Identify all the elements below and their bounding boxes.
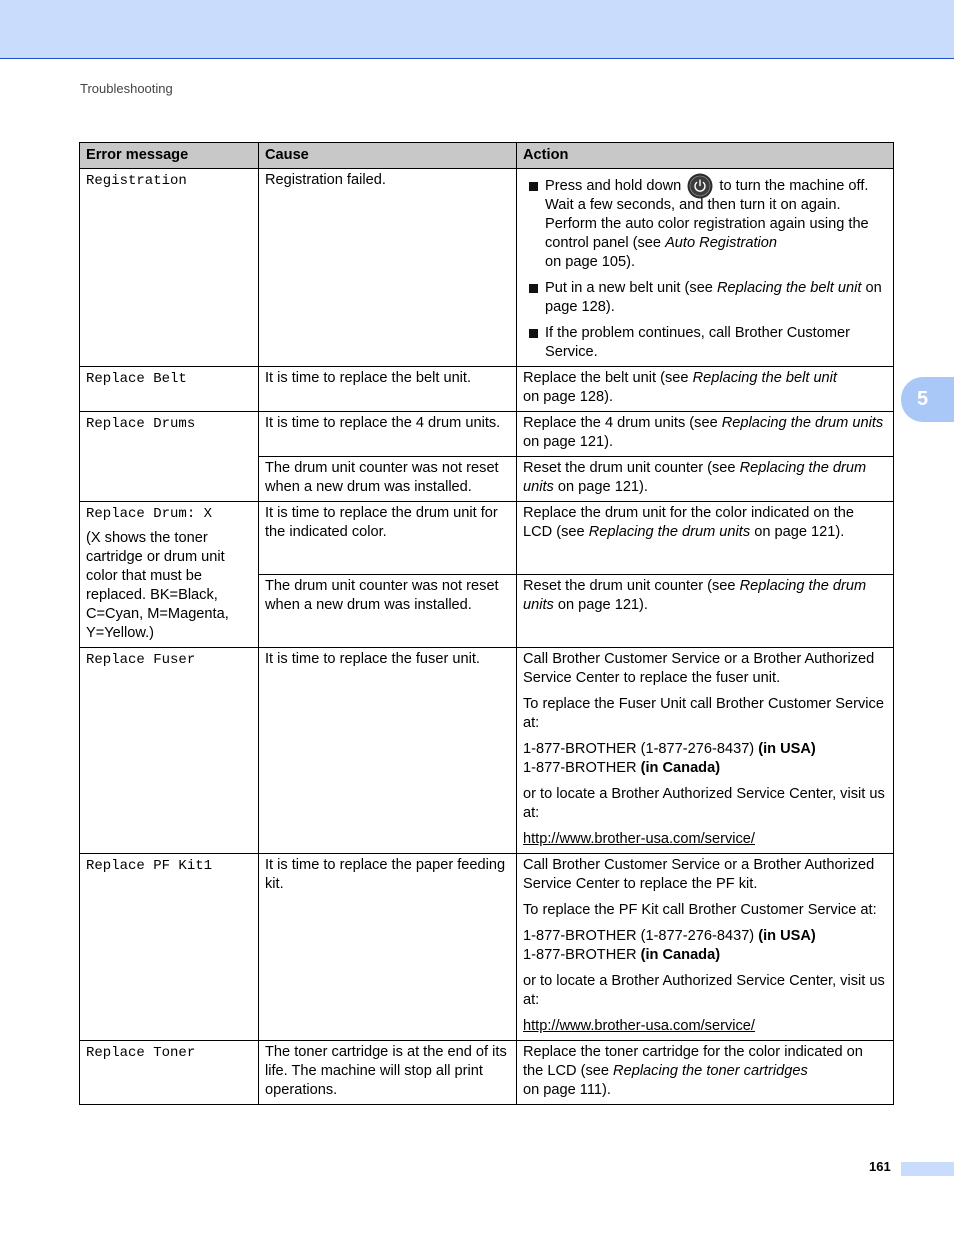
action-replace-pf-kit1 bbox=[517, 854, 894, 1041]
action-text: Replace the 4 drum units (see bbox=[523, 415, 718, 431]
table-row bbox=[80, 367, 894, 412]
phone-canada-label: (in Canada) bbox=[640, 947, 721, 963]
service-url-link[interactable]: http://www.brother-usa.com/service/ bbox=[523, 831, 755, 847]
action-paragraph: To replace the Fuser Unit call Brother Customer Service at: bbox=[523, 696, 884, 731]
section-title: Troubleshooting bbox=[80, 81, 173, 96]
action-replace-drum-x-1 bbox=[517, 502, 894, 575]
bullet-text: Press and hold down bbox=[545, 178, 682, 194]
list-item bbox=[523, 177, 887, 272]
action-replace-drums-1 bbox=[517, 412, 894, 457]
table-row bbox=[80, 648, 894, 854]
cross-reference-link[interactable]: Auto Registration bbox=[665, 235, 778, 251]
error-message-replace-drum-x bbox=[80, 502, 259, 648]
bullet-square-icon bbox=[529, 182, 538, 191]
cause-replace-pf-kit1: It is time to replace the paper feeding kit. bbox=[259, 854, 517, 1041]
table-row bbox=[80, 502, 894, 575]
action-text: on page 121). bbox=[557, 479, 648, 495]
error-table bbox=[79, 142, 894, 1105]
phone-canada-label: (in Canada) bbox=[640, 760, 721, 776]
action-text: Replace the drum unit for the color indicated on the LCD (see bbox=[523, 505, 854, 540]
error-note: (X shows the toner cartridge or drum unit color that must be replaced. BK=Black, C=Cyan, M=Magenta, Y=Yellow.) bbox=[86, 530, 229, 641]
error-code: Replace Drum: X bbox=[86, 506, 213, 522]
cross-reference-link[interactable]: Replacing the drum units bbox=[588, 524, 751, 540]
action-text: Reset the drum unit counter (see bbox=[523, 578, 736, 594]
bullet-text: Put in a new belt unit (see bbox=[545, 280, 713, 296]
action-paragraph: or to locate a Brother Authorized Service Center, visit us at: bbox=[523, 973, 885, 1008]
action-paragraph: or to locate a Brother Authorized Service Center, visit us at: bbox=[523, 786, 885, 821]
action-replace-toner bbox=[517, 1041, 894, 1105]
list-item bbox=[523, 324, 887, 362]
action-paragraph: Call Brother Customer Service or a Brother Authorized Service Center to replace the fuser unit. bbox=[523, 651, 875, 686]
service-url-link[interactable]: http://www.brother-usa.com/service/ bbox=[523, 1018, 755, 1034]
page-number: 161 bbox=[869, 1159, 891, 1174]
cause-replace-toner: The toner cartridge is at the end of its life. The machine will stop all print operations. bbox=[259, 1041, 517, 1105]
action-replace-drums-2 bbox=[517, 457, 894, 502]
error-message-replace-belt: Replace Belt bbox=[80, 367, 259, 412]
cross-reference-link[interactable]: Replacing the belt unit bbox=[692, 370, 837, 386]
action-replace-belt bbox=[517, 367, 894, 412]
page-number-bar bbox=[901, 1162, 954, 1176]
cause-registration: Registration failed. bbox=[259, 169, 517, 367]
chapter-tab[interactable]: 5 bbox=[901, 377, 954, 422]
column-header-error-message: Error message bbox=[80, 143, 259, 169]
error-message-registration: Registration bbox=[80, 169, 259, 367]
phone-usa: 1-877-BROTHER (1-877-276-8437) bbox=[523, 928, 755, 944]
action-text: on page 121). bbox=[557, 597, 648, 613]
bullet-text: If the problem continues, call Brother Customer Service. bbox=[545, 325, 850, 360]
cross-reference-link[interactable]: Replacing the drum units bbox=[523, 460, 867, 495]
cause-replace-drum-x-1: It is time to replace the drum unit for the indicated color. bbox=[259, 502, 517, 575]
cause-replace-drum-x-2: The drum unit counter was not reset when a new drum was installed. bbox=[259, 575, 517, 648]
service-link-wrapper bbox=[523, 830, 887, 849]
action-text: Reset the drum unit counter (see bbox=[523, 460, 736, 476]
cause-replace-belt: It is time to replace the belt unit. bbox=[259, 367, 517, 412]
action-text: on page 121). bbox=[523, 434, 614, 450]
cross-reference-link[interactable]: Replacing the drum units bbox=[523, 578, 867, 613]
list-item bbox=[523, 279, 887, 317]
error-message-replace-drums: Replace Drums bbox=[80, 412, 259, 502]
action-paragraph: To replace the PF Kit call Brother Customer Service at: bbox=[523, 902, 877, 918]
action-bullet-list bbox=[523, 177, 887, 362]
action-registration bbox=[517, 169, 894, 367]
cross-reference-link[interactable]: Replacing the drum units bbox=[721, 415, 884, 431]
action-text: on page 121). bbox=[754, 524, 845, 540]
bullet-text: to turn the machine off. Wait a few seconds, and then turn it on again. Perform the auto color registration again using the control panel (see bbox=[545, 178, 869, 251]
phone-usa: 1-877-BROTHER (1-877-276-8437) bbox=[523, 741, 755, 757]
cause-replace-drums-2: The drum unit counter was not reset when a new drum was installed. bbox=[259, 457, 517, 502]
service-link-wrapper bbox=[523, 1017, 887, 1036]
action-replace-drum-x-2 bbox=[517, 575, 894, 648]
phone-numbers bbox=[523, 927, 887, 965]
action-paragraph: Call Brother Customer Service or a Brother Authorized Service Center to replace the PF kit. bbox=[523, 857, 875, 892]
action-text: on page 128). bbox=[523, 389, 614, 405]
bullet-text: on page 128). bbox=[545, 280, 882, 315]
table-header-row bbox=[80, 143, 894, 169]
cross-reference-link[interactable]: Replacing the toner cartridges bbox=[613, 1063, 808, 1079]
cross-reference-link[interactable]: Replacing the belt unit bbox=[717, 280, 862, 296]
bullet-square-icon bbox=[529, 329, 538, 338]
action-text: Replace the toner cartridge for the color indicated on the LCD (see bbox=[523, 1044, 863, 1079]
bullet-square-icon bbox=[529, 284, 538, 293]
phone-canada: 1-877-BROTHER bbox=[523, 760, 637, 776]
cause-replace-drums-1: It is time to replace the 4 drum units. bbox=[259, 412, 517, 457]
action-text: Replace the belt unit (see bbox=[523, 370, 689, 386]
phone-usa-label: (in USA) bbox=[758, 741, 816, 757]
cause-replace-fuser: It is time to replace the fuser unit. bbox=[259, 648, 517, 854]
phone-numbers bbox=[523, 740, 887, 778]
column-header-action: Action bbox=[517, 143, 894, 169]
action-replace-fuser bbox=[517, 648, 894, 854]
header-band bbox=[0, 0, 954, 59]
error-message-replace-toner: Replace Toner bbox=[80, 1041, 259, 1105]
power-button-icon bbox=[687, 173, 713, 199]
table-row bbox=[80, 169, 894, 367]
table-row bbox=[80, 854, 894, 1041]
column-header-cause: Cause bbox=[259, 143, 517, 169]
table-row bbox=[80, 1041, 894, 1105]
action-text: on page 111). bbox=[523, 1082, 611, 1098]
table-row bbox=[80, 412, 894, 457]
phone-usa-label: (in USA) bbox=[758, 928, 816, 944]
bullet-text: on page 105). bbox=[545, 254, 636, 270]
error-message-replace-fuser: Replace Fuser bbox=[80, 648, 259, 854]
phone-canada: 1-877-BROTHER bbox=[523, 947, 637, 963]
error-message-replace-pf-kit1: Replace PF Kit1 bbox=[80, 854, 259, 1041]
